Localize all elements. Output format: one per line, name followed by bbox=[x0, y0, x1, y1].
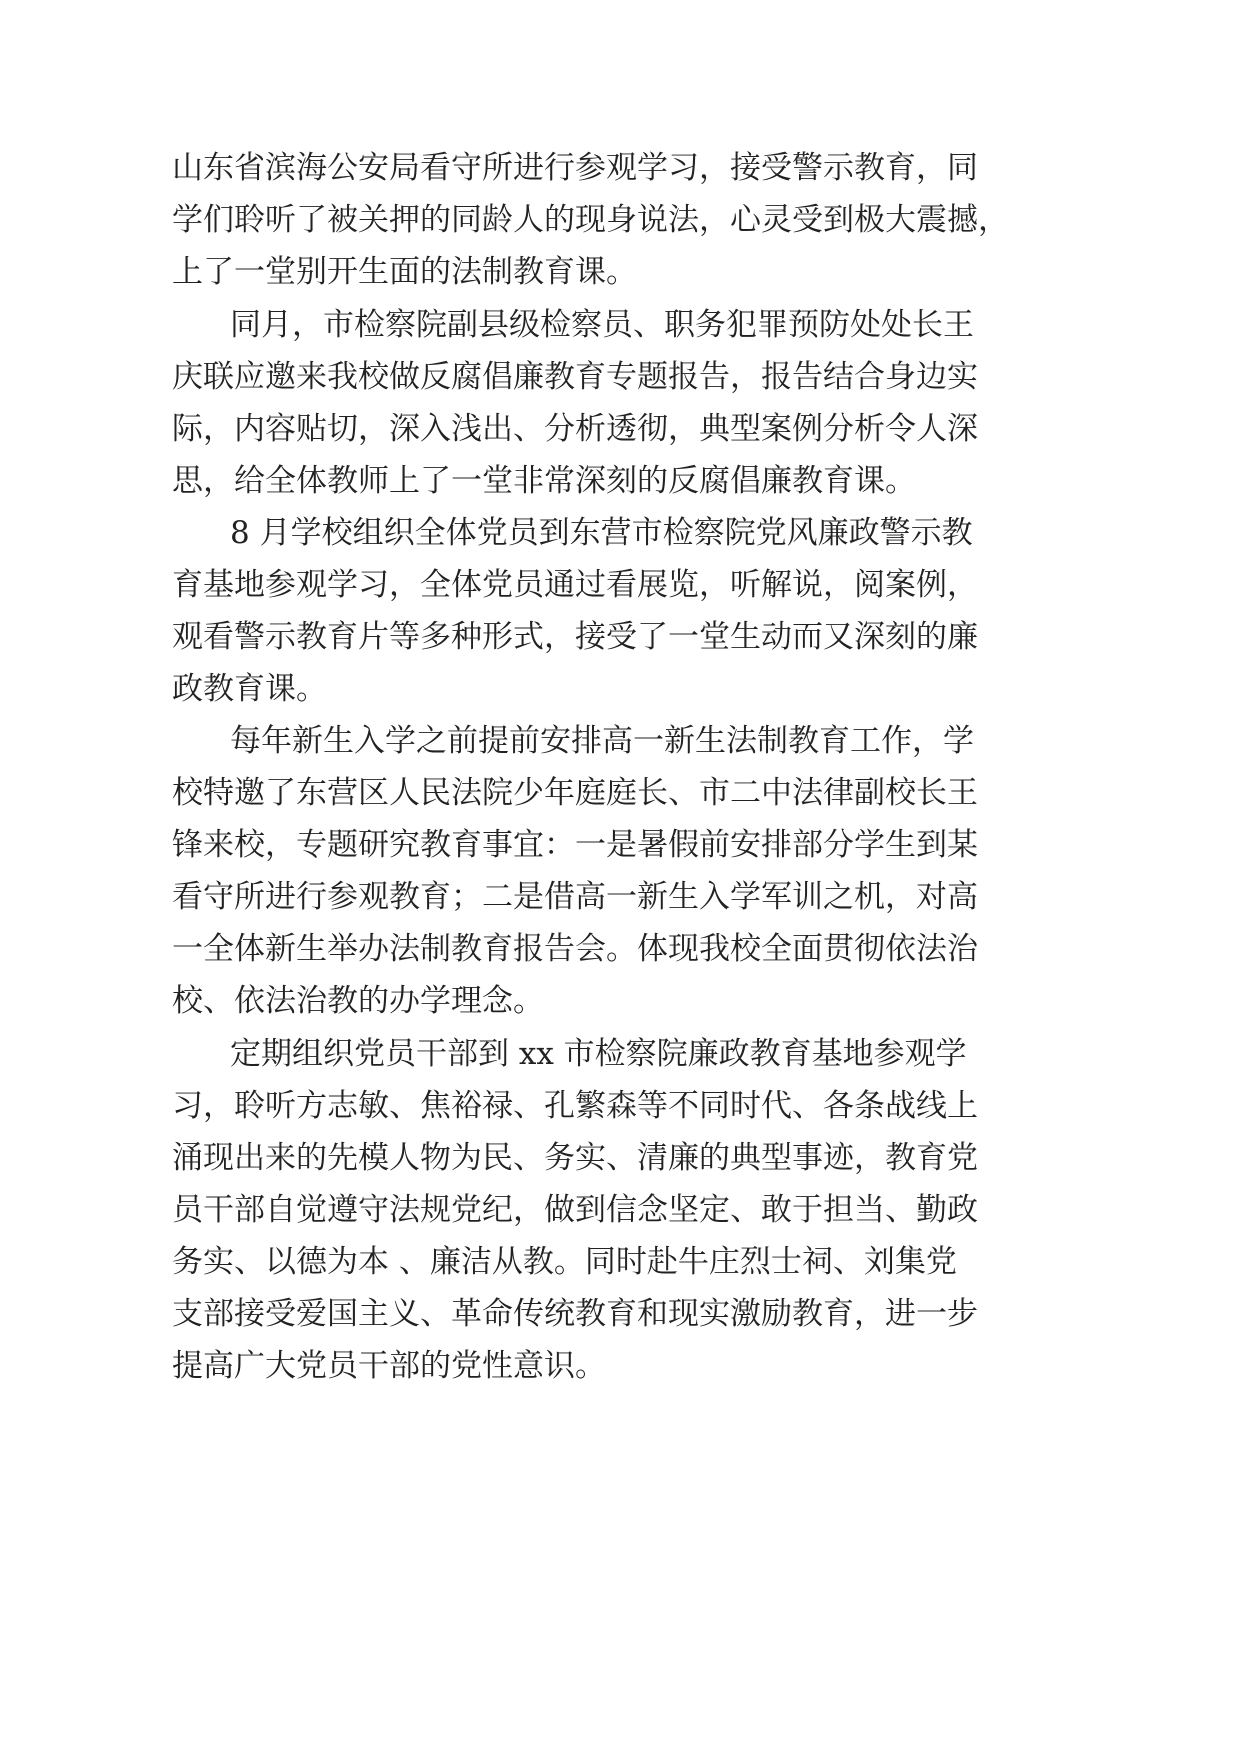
paragraph-3-line-1: 8 月学校组织全体党员到东营市检察院党风廉政警示教 bbox=[230, 515, 973, 551]
paragraph-5-line-5: 务实、以德为本 、廉洁从教。同时赴牛庄烈士祠、刘集党 bbox=[172, 1244, 957, 1280]
paragraph-4-line-4: 看守所进行参观教育；二是借高一新生入学军训之机，对高 bbox=[172, 879, 978, 915]
paragraph-4-line-3: 锋来校，专题研究教育事宜：一是暑假前安排部分学生到某 bbox=[172, 827, 978, 863]
paragraph-5-line-7: 提高广大党员干部的党性意识。 bbox=[172, 1348, 606, 1384]
paragraph-5-line-4: 员干部自觉遵守法规党纪，做到信念坚定、敢于担当、勤政 bbox=[172, 1192, 978, 1228]
paragraph-3-line-2: 育基地参观学习，全体党员通过看展览，听解说，阅案例， bbox=[172, 567, 978, 603]
paragraph-2-line-3: 际，内容贴切，深入浅出、分析透彻，典型案例分析令人深 bbox=[172, 411, 978, 447]
paragraph-4-line-6: 校、依法治教的办学理念。 bbox=[172, 983, 544, 1019]
paragraph-5-line-3: 涌现出来的先模人物为民、务实、清廉的典型事迹，教育党 bbox=[172, 1140, 978, 1176]
paragraph-1-line-3: 上了一堂别开生面的法制教育课。 bbox=[172, 254, 637, 290]
paragraph-5-line-2: 习，聆听方志敏、焦裕禄、孔繁森等不同时代、各条战线上 bbox=[172, 1088, 978, 1124]
paragraph-1-line-1: 山东省滨海公安局看守所进行参观学习，接受警示教育，同 bbox=[172, 150, 978, 186]
paragraph-1-line-2: 学们聆听了被关押的同龄人的现身说法，心灵受到极大震撼， bbox=[172, 202, 1009, 238]
paragraph-4-line-2: 校特邀了东营区人民法院少年庭庭长、市二中法律副校长王 bbox=[172, 775, 978, 811]
paragraph-3-line-4: 政教育课。 bbox=[172, 671, 327, 707]
paragraph-2-line-2: 庆联应邀来我校做反腐倡廉教育专题报告，报告结合身边实 bbox=[172, 359, 978, 395]
paragraph-5-line-6: 支部接受爱国主义、革命传统教育和现实激励教育，进一步 bbox=[172, 1296, 978, 1332]
paragraph-2-line-4: 思，给全体教师上了一堂非常深刻的反腐倡廉教育课。 bbox=[172, 463, 916, 499]
paragraph-3-line-3: 观看警示教育片等多种形式，接受了一堂生动而又深刻的廉 bbox=[172, 619, 978, 655]
paragraph-5-line-1: 定期组织党员干部到 xx 市检察院廉政教育基地参观学 bbox=[230, 1036, 967, 1072]
paragraph-2-line-1: 同月，市检察院副县级检察员、职务犯罪预防处处长王 bbox=[230, 307, 974, 343]
paragraph-4-line-1: 每年新生入学之前提前安排高一新生法制教育工作，学 bbox=[230, 723, 974, 759]
paragraph-4-line-5: 一全体新生举办法制教育报告会。体现我校全面贯彻依法治 bbox=[172, 931, 978, 967]
